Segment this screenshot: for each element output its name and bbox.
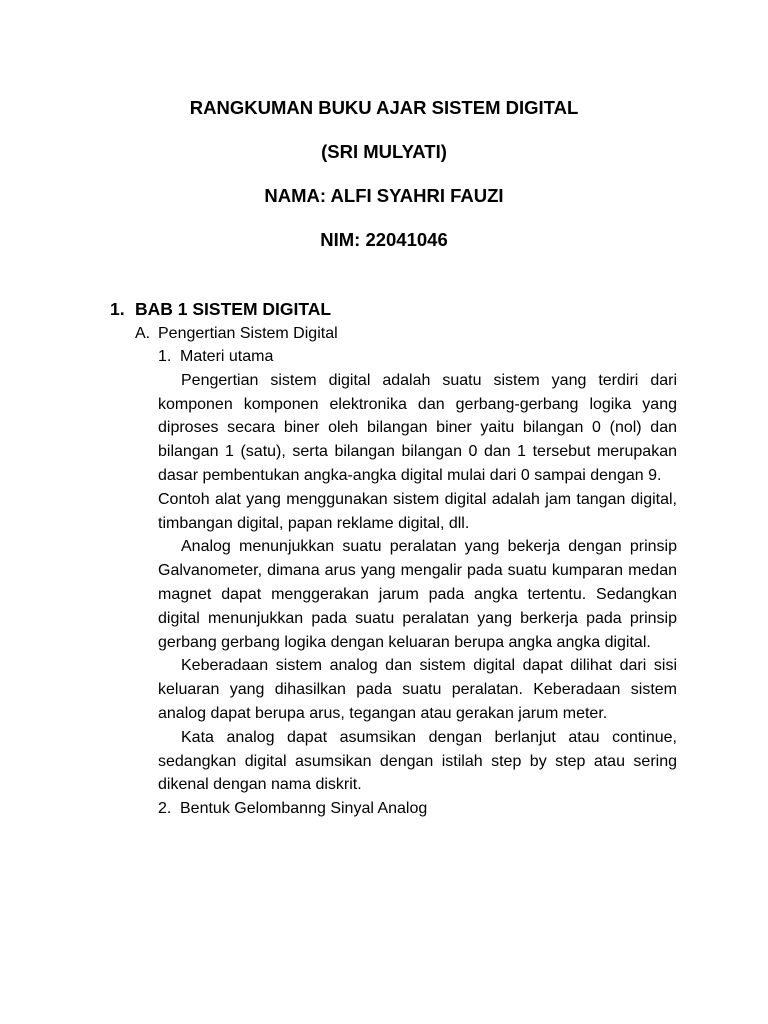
item-number: 2. <box>158 800 172 818</box>
item-title: Bentuk Gelombanng Sinyal Analog <box>180 800 428 818</box>
document-title-block <box>0 94 768 270</box>
section-number: 1. <box>110 299 125 319</box>
document-title: RANGKUMAN BUKU AJAR SISTEM DIGITAL <box>189 97 579 118</box>
section-heading <box>110 297 331 321</box>
item-heading-analog-wave <box>158 797 677 821</box>
paragraph-analog-vs-digital: Analog menunjukkan suatu peralatan yang bekerja dengan prinsip Galvanometer, dimana arus yang mengalir pada suatu kumparan medan magnet dapat menggerakan jarum pada angka tertentu. Sedangkan digital menunjukkan pada suatu peralatan yang berkerja pada prinsip gerbang gerbang logika dengan keluaran berupa angka angka digital. <box>158 538 677 651</box>
subsection-title: Pengertian Sistem Digital <box>158 325 338 342</box>
subsection-heading <box>135 322 338 346</box>
item-heading-materi-utama <box>158 345 677 369</box>
subsection-body <box>158 345 677 821</box>
paragraph-existence: Keberadaan sistem analog dan sistem digital dapat dilihat dari sisi keluaran yang dihasilkan pada suatu peralatan. Keberadaan sistem analog dapat berupa arus, tegangan atau gerakan jarum meter. <box>158 657 677 722</box>
paragraph-examples: Contoh alat yang menggunakan sistem digital adalah jam tangan digital, timbangan digital, papan reklame digital, dll. <box>158 490 677 532</box>
item-title: Materi utama <box>180 348 274 365</box>
student-nim: NIM: 22041046 <box>320 229 448 250</box>
paragraph-definition: Pengertian sistem digital adalah suatu sistem yang terdiri dari komponen komponen elektronika dan gerbang-gerbang logika yang diproses secara biner oleh bilangan biner yaitu bilangan 0 (nol) dan bilangan 1 (satu), serta bilangan bilangan 0 dan 1 tersebut merupakan dasar pembentukan angka-angka digital mulai dari 0 sampai dengan 9. <box>158 371 677 484</box>
student-name: NAMA: ALFI SYAHRI FAUZI <box>264 185 504 206</box>
subsection-letter: A. <box>135 325 151 342</box>
document-author: (SRI MULYATI) <box>321 141 447 162</box>
section-title: BAB 1 SISTEM DIGITAL <box>135 299 332 319</box>
item-number: 1. <box>158 348 172 365</box>
paragraph-continuous-discrete: Kata analog dapat asumsikan dengan berlanjut atau continue, sedangkan digital asumsikan dengan istilah step by step atau sering dikenal dengan nama diskrit. <box>158 728 677 794</box>
